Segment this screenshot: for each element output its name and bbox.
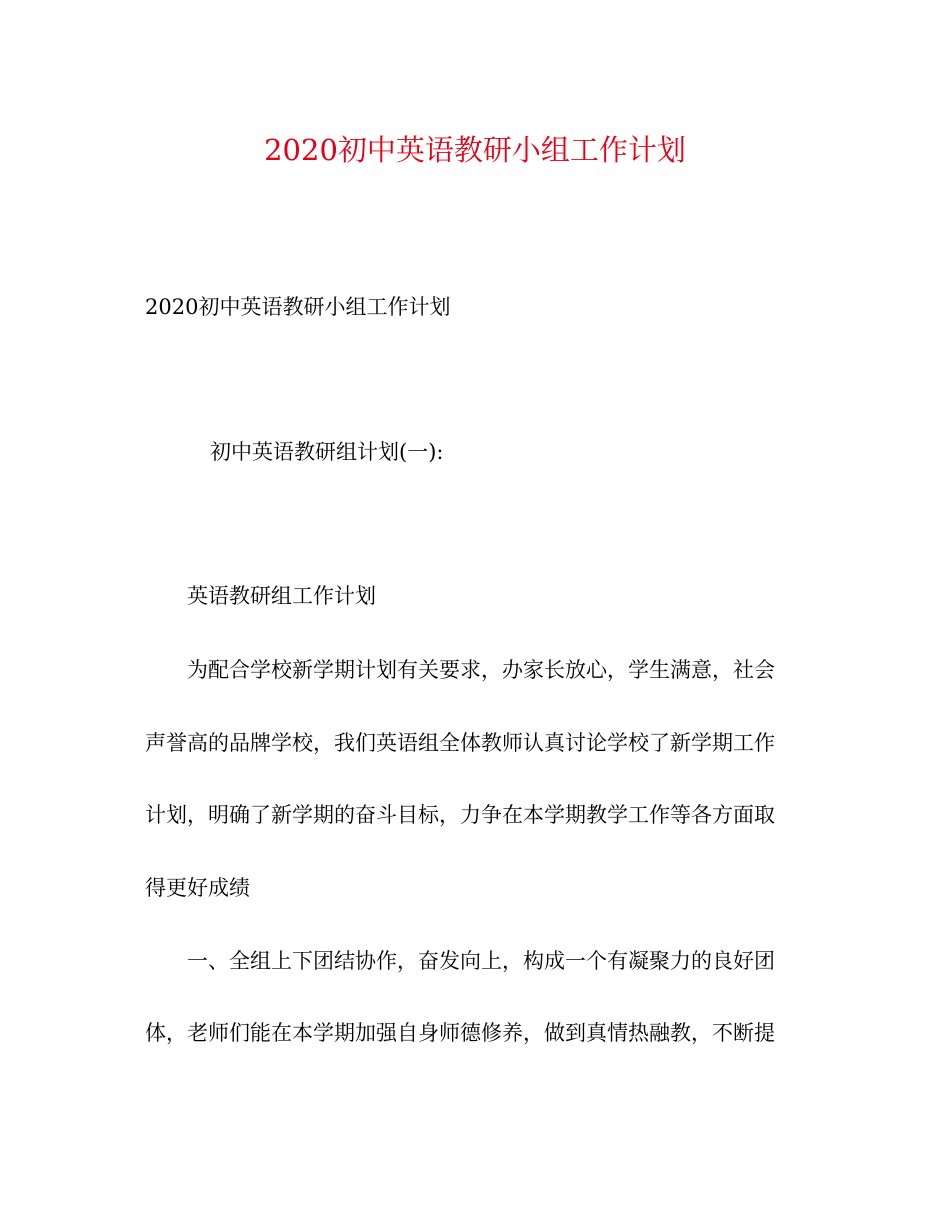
paragraph-1-line-1: 为配合学校新学期计划有关要求，办家长放心，学生满意，社会 <box>187 658 775 682</box>
paragraph-1-line-4: 得更好成绩 <box>145 876 250 900</box>
document-subtitle: 2020初中英语教研小组工作计划 <box>145 295 451 319</box>
paragraph-2-line-2: 体，老师们能在本学期加强自身师德修养，做到真情热融教，不断提 <box>145 1021 775 1045</box>
document-title: 2020初中英语教研小组工作计划 <box>264 133 686 167</box>
plan-heading: 英语教研组工作计划 <box>187 584 376 608</box>
section-heading: 初中英语教研组计划(一): <box>210 440 444 464</box>
paragraph-2-line-1: 一、全组上下团结协作，奋发向上，构成一个有凝聚力的良好团 <box>187 949 775 973</box>
paragraph-1-line-2: 声誉高的品牌学校，我们英语组全体教师认真讨论学校了新学期工作 <box>145 731 775 755</box>
paragraph-1-line-3: 计划，明确了新学期的奋斗目标，力争在本学期教学工作等各方面取 <box>145 803 775 827</box>
